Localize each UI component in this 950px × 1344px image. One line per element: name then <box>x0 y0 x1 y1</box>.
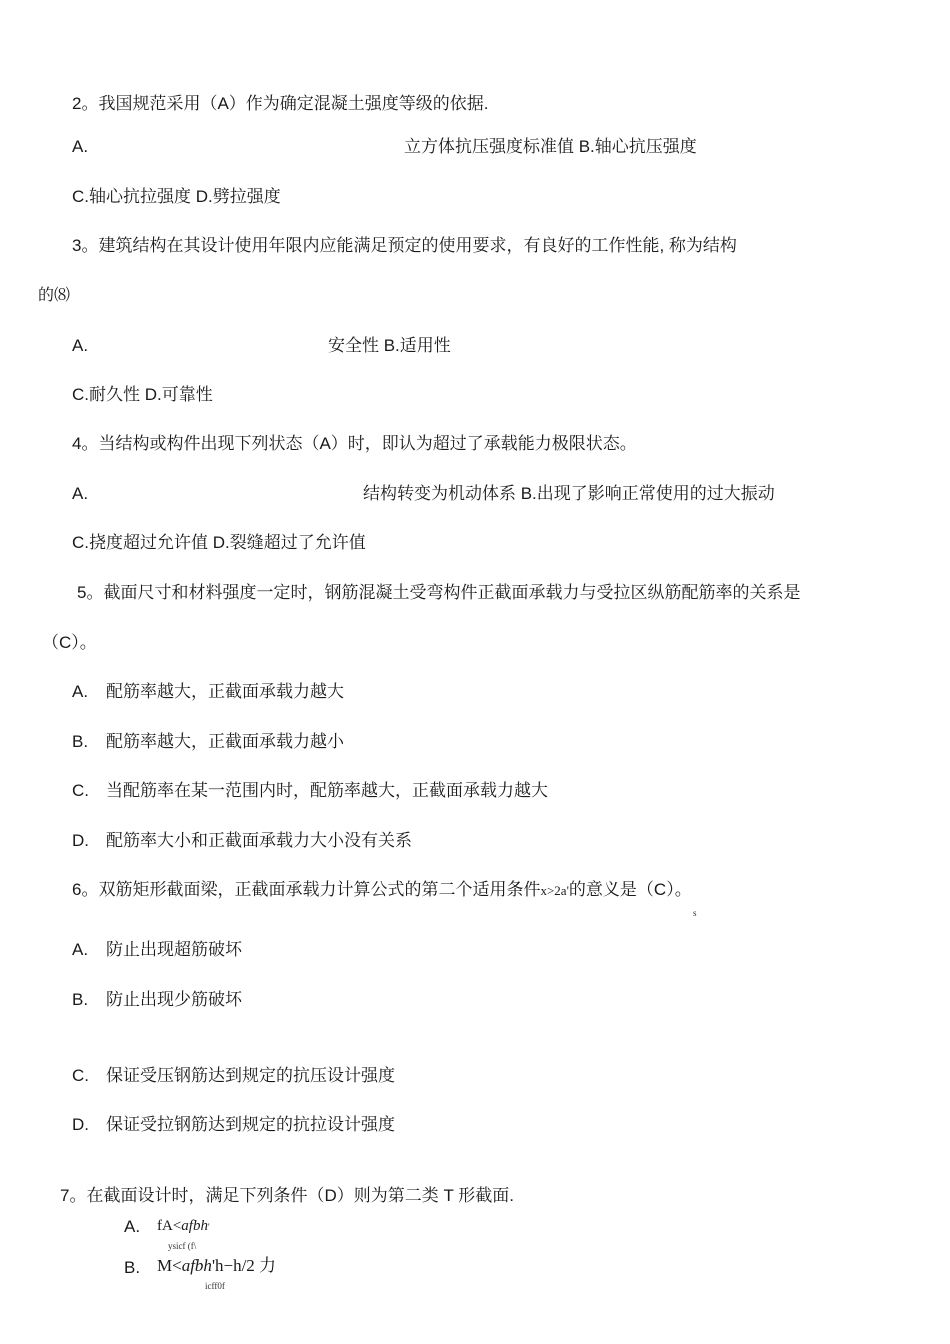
q5-option-d-label: D. <box>72 831 89 850</box>
q6-stem-pre: 6。双筋矩形截面梁，正截面承载力计算公式的第二个适用条件 <box>72 880 541 899</box>
q7-a-formula-it: afbh <box>181 1218 208 1234</box>
q3-stem-line2: 的⑻ <box>38 287 71 304</box>
q7-option-a-label: A. <box>124 1217 141 1236</box>
q6-option-c-label: C. <box>72 1066 89 1085</box>
q5-option-b-label: B. <box>72 732 89 751</box>
q6-option-b-label: B. <box>72 990 89 1009</box>
q7-a-formula-pre: fA< <box>157 1218 182 1234</box>
q6-option-d-text: 保证受拉钢筋达到规定的抗拉设计强度 <box>106 1115 395 1134</box>
q7-option-a-subscripts: ysicf (f\ <box>168 1241 197 1251</box>
q5-stem-line2: （C）。 <box>42 633 97 652</box>
q5-option-c-text: 当配筋率在某一范围内时，配筋率越大，正截面承载力越大 <box>106 781 548 800</box>
q6-option-b-text: 防止出现少筋破坏 <box>106 990 242 1009</box>
q7-b-formula-it: afbh <box>181 1256 212 1275</box>
q3-option-a-b: 安全性 B.适用性 <box>328 336 451 355</box>
q5-option-a-label: A. <box>72 682 89 701</box>
q2-option-a-b: 立方体抗压强度标准值 B.轴心抗压强度 <box>404 137 697 156</box>
q3-option-c-d: C.耐久性 D.可靠性 <box>72 385 213 404</box>
q6-stem-formula: x>2a' <box>540 883 569 898</box>
q3-stem-line1: 3。建筑结构在其设计使用年限内应能满足预定的使用要求，有良好的工作性能, 称为结构 <box>72 236 737 255</box>
q6-stem-post: 的意义是（C）。 <box>568 880 692 899</box>
q3-option-a-label: A. <box>72 336 89 355</box>
q6-option-a-label: A. <box>72 940 89 959</box>
q7-b-formula-post: 'h−h/2 力 <box>211 1256 277 1275</box>
q5-option-d-text: 配筋率大小和正截面承载力大小没有关系 <box>106 831 412 850</box>
q7-option-b-label: B. <box>124 1258 141 1277</box>
q6-stem <box>72 879 692 902</box>
q5-stem-line1: 5。截面尺寸和材料强度一定时，钢筋混凝土受弯构件正截面承载力与受拉区纵筋配筋率的关系是 <box>77 583 801 602</box>
q2-stem: 2。我国规范采用（A）作为确定混凝土强度等级的依据. <box>72 94 489 113</box>
q7-stem: 7。在截面设计时，满足下列条件（D）则为第二类 T 形截面. <box>60 1186 514 1205</box>
q6-subscript-s: s <box>693 908 697 918</box>
q7-option-a-formula <box>157 1215 210 1238</box>
q6-option-a-text: 防止出现超筋破坏 <box>106 940 242 959</box>
q2-option-c-d: C.轴心抗拉强度 D.劈拉强度 <box>72 187 281 206</box>
q7-option-b-formula <box>157 1255 276 1277</box>
q5-option-a-text: 配筋率越大，正截面承载力越大 <box>106 682 344 701</box>
q6-option-d-label: D. <box>72 1115 89 1134</box>
q7-b-formula-pre: M< <box>157 1256 182 1275</box>
q4-stem: 4。当结构或构件出现下列状态（A）时，即认为超过了承载能力极限状态。 <box>72 434 637 453</box>
q4-option-a-b: 结构转变为机动体系 B.出现了影响正常使用的过大振动 <box>363 484 775 503</box>
q5-option-b-text: 配筋率越大，正截面承载力越小 <box>106 732 344 751</box>
q6-option-c-text: 保证受压钢筋达到规定的抗压设计强度 <box>106 1066 395 1085</box>
q7-a-formula-post: ' <box>207 1222 210 1232</box>
q5-option-c-label: C. <box>72 781 89 800</box>
q7-option-b-subscripts: icff0f <box>205 1281 225 1291</box>
q2-option-a-label: A. <box>72 137 89 156</box>
q4-option-c-d: C.挠度超过允许值 D.裂缝超过了允许值 <box>72 533 366 552</box>
q4-option-a-label: A. <box>72 484 89 503</box>
